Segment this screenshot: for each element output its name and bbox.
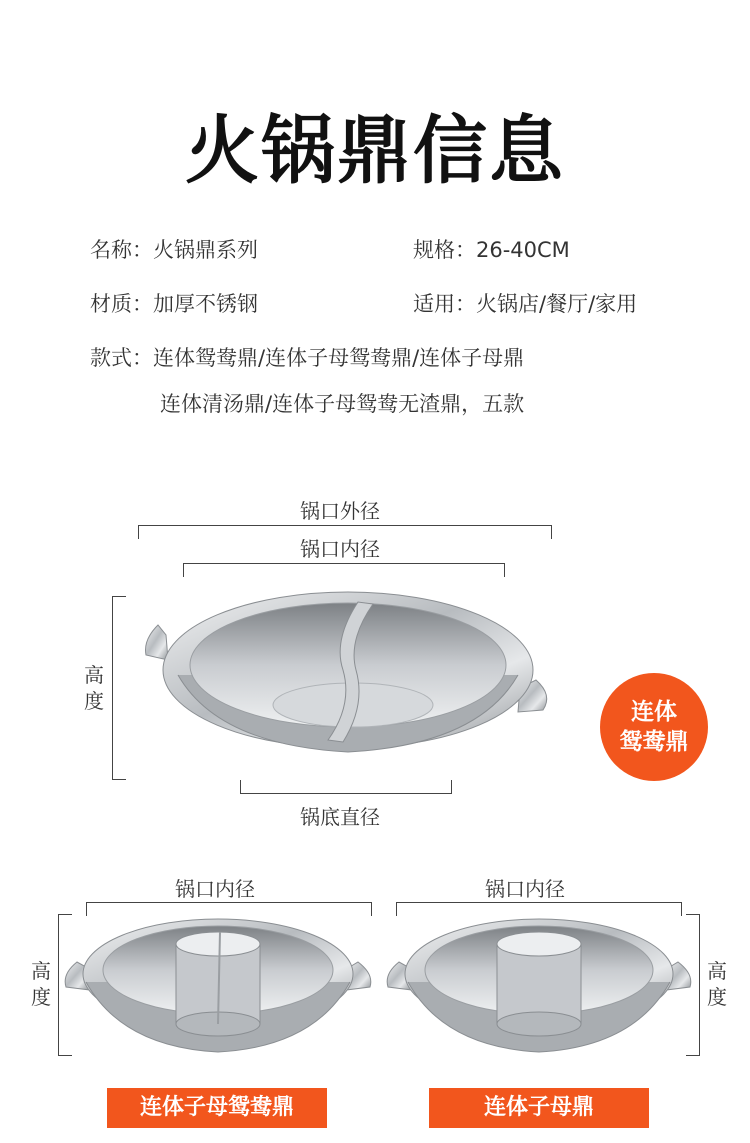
zimu-pot-image xyxy=(384,912,694,1062)
badge-line2: 鸳鸯鼎 xyxy=(619,729,689,755)
left-height-label: 高度 xyxy=(31,959,51,1009)
zimu-badge: 连体子母鼎 xyxy=(429,1088,649,1128)
right-height-label: 高度 xyxy=(707,959,727,1009)
page-title: 火锅鼎信息 xyxy=(185,108,565,194)
inner-diameter-bracket xyxy=(183,563,505,577)
spec-usage: 适用：火锅店/餐厅/家用 xyxy=(413,292,638,316)
bottom-diameter-bracket xyxy=(240,780,452,794)
inner-diameter-label: 锅口内径 xyxy=(300,537,380,561)
spec-name: 名称：火锅鼎系列 xyxy=(90,238,258,262)
spec-size: 规格：26-40CM xyxy=(413,238,570,262)
zimu-yuanyang-badge: 连体子母鸳鸯鼎 xyxy=(107,1088,327,1128)
yuanyang-badge xyxy=(600,673,708,781)
badge-line1: 连体 xyxy=(631,699,677,725)
spec-style-line1: 款式：连体鸳鸯鼎/连体子母鸳鸯鼎/连体子母鼎 xyxy=(90,346,525,370)
left-inner-diameter-label: 锅口内径 xyxy=(175,877,255,901)
yuanyang-pot-image xyxy=(138,580,556,780)
zimu-yuanyang-pot-image xyxy=(62,912,374,1062)
outer-diameter-label: 锅口外径 xyxy=(300,499,380,523)
right-inner-diameter-label: 锅口内径 xyxy=(485,877,565,901)
bottom-diameter-label: 锅底直径 xyxy=(300,805,380,829)
spec-material: 材质：加厚不锈钢 xyxy=(90,292,258,316)
height-bracket xyxy=(112,596,126,780)
height-label: 高度 xyxy=(84,663,104,713)
spec-style-line2: 连体清汤鼎/连体子母鸳鸯无渣鼎，五款 xyxy=(160,392,525,416)
